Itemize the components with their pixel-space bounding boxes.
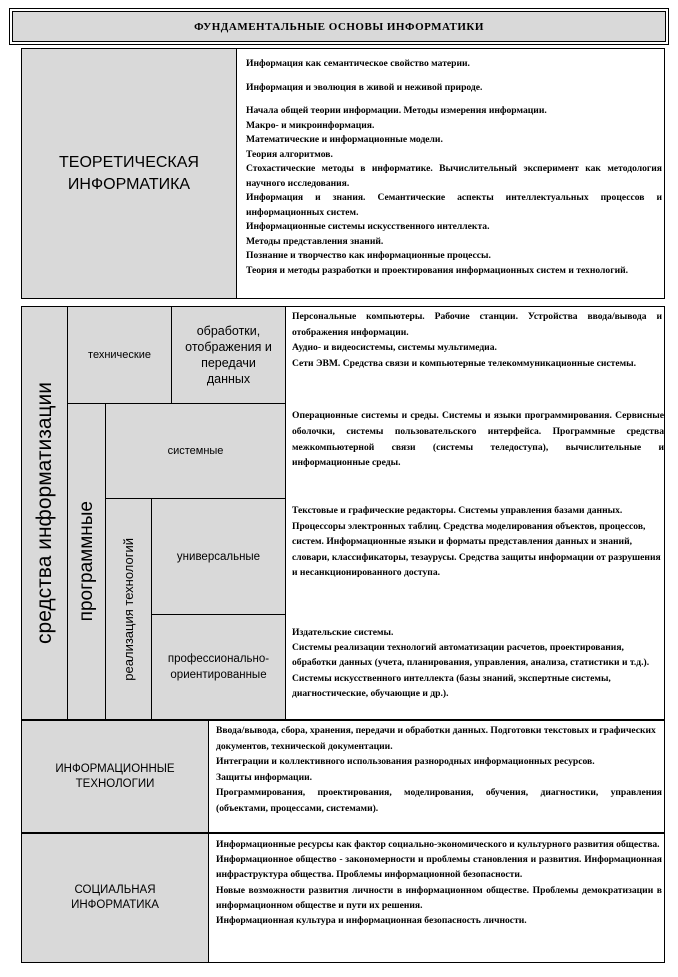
page-title: ФУНДАМЕНТАЛЬНЫЕ ОСНОВЫ ИНФОРМАТИКИ (12, 11, 666, 42)
theoretical-item: Математические и информационные модели. (246, 134, 443, 145)
theoretical-item: Начала общей теории информации. Методы измерения информации. (246, 105, 547, 116)
social-item: Информационное общество - закономерности и проблемы становления и развития. Информационная инфраструктура общества. Проблемы информационной безопасности. (216, 854, 662, 881)
technical-item: Сети ЭВМ. Средства связи и компьютерные телекоммуникационные системы. (292, 357, 637, 369)
technical-sub-label: обработки, отображения и передачи данных (172, 307, 286, 404)
info-tech-item: Защиты информации. (216, 771, 313, 783)
professional-item: Системы реализации технологий автоматизации расчетов, проектирования, обработки данных (учета, планирования, управления, анализа, статистики и т.д.). (292, 642, 650, 669)
info-tech-text (216, 723, 662, 816)
technical-item: Персональные компьютеры. Рабочие станции. Устройства ввода/вывода и отображения информации. (292, 311, 662, 338)
universal-label: универсальные (152, 499, 286, 615)
theoretical-item: Информация и эволюция в живой и неживой природе. (246, 81, 483, 93)
social-section (21, 833, 665, 963)
info-tech-item: Интеграции и коллективного использования разнородных информационных ресурсов. (216, 756, 595, 767)
social-text (216, 837, 662, 928)
social-label: СОЦИАЛЬНАЯ ИНФОРМАТИКА (22, 834, 209, 962)
theoretical-item: Информация и знания. Семантические аспекты интеллектуальных процессов и информационных систем. (246, 192, 662, 218)
info-tech-label: ИНФОРМАЦИОННЫЕ ТЕХНОЛОГИИ (22, 721, 209, 832)
technical-text (292, 309, 662, 371)
software-label: программные (75, 501, 97, 622)
means-label-cell (22, 307, 68, 719)
info-tech-item: Ввода/вывода, сбора, хранения, передачи и обработки данных. Подготовки текстовых и графических документов, технической документации. (216, 725, 656, 752)
means-section (21, 306, 665, 720)
system-text: Операционные системы и среды. Системы и языки программирования. Сервисные оболочки, системы пользовательского интерфейса. Программные средства межкомпьютерной связи (системы теледоступа), вычислительные и информационные среды. (292, 410, 664, 469)
theoretical-item: Информация как семантическое свойство материи. (246, 58, 470, 69)
professional-item: Издательские системы. (292, 627, 394, 638)
professional-item: Системы искусственного интеллекта (базы знаний, экспертные системы, диагностические, обучающие и др.). (292, 672, 611, 699)
theoretical-item: Методы представления знаний. (246, 235, 384, 247)
technical-item: Аудио- и видеосистемы, системы мультимедиа. (292, 342, 497, 353)
theoretical-item: Информационные системы искусственного интеллекта. (246, 221, 490, 232)
theoretical-item: Теория и методы разработки и проектирования информационных систем и технологий. (246, 264, 629, 276)
professional-label: профессионально-ориентированные (152, 615, 286, 719)
theoretical-item: Стохастические методы в информатике. Вычислительный эксперимент как методология научного исследования. (246, 163, 662, 189)
social-item: Информационные ресурсы как фактор социально-экономического и культурного развития общества. (216, 839, 660, 850)
theoretical-section (21, 48, 665, 299)
info-tech-item: Программирования, проектирования, моделирования, обучения, диагностики, управления (объектами, процессами, системами). (216, 787, 662, 814)
social-item: Новые возможности развития личности в информационном обществе. Проблемы демократизации в информационном обществе и пути их решения. (216, 884, 662, 911)
social-item: Информационная культура и информационная безопасность личности. (216, 915, 527, 927)
info-tech-section (21, 720, 665, 833)
theoretical-label: ТЕОРЕТИЧЕСКАЯ ИНФОРМАТИКА (22, 49, 237, 298)
professional-text (292, 625, 664, 701)
technical-label: технические (68, 307, 172, 404)
theoretical-item: Познание и творчество как информационные процессы. (246, 250, 491, 261)
theoretical-item: Макро- и микроинформация. (246, 119, 375, 131)
theoretical-list (246, 57, 662, 278)
system-label: системные (106, 404, 286, 499)
tech-impl-label: реализация технологий (121, 537, 136, 681)
universal-text: Текстовые и графические редакторы. Системы управления базами данных. Процессоры электронных таблиц. Средства моделирования объектов, процессов, систем. Информационные языки и форматы представления данных и знаний, словари, классификаторы, тезаурусы. Средства защиты информации от разрушения и несанкционированного доступа. (292, 505, 661, 578)
theoretical-item: Теория алгоритмов. (246, 148, 333, 160)
tech-impl-label-cell (106, 499, 152, 719)
means-label: средства информатизации (32, 382, 56, 644)
software-label-cell (68, 404, 106, 719)
